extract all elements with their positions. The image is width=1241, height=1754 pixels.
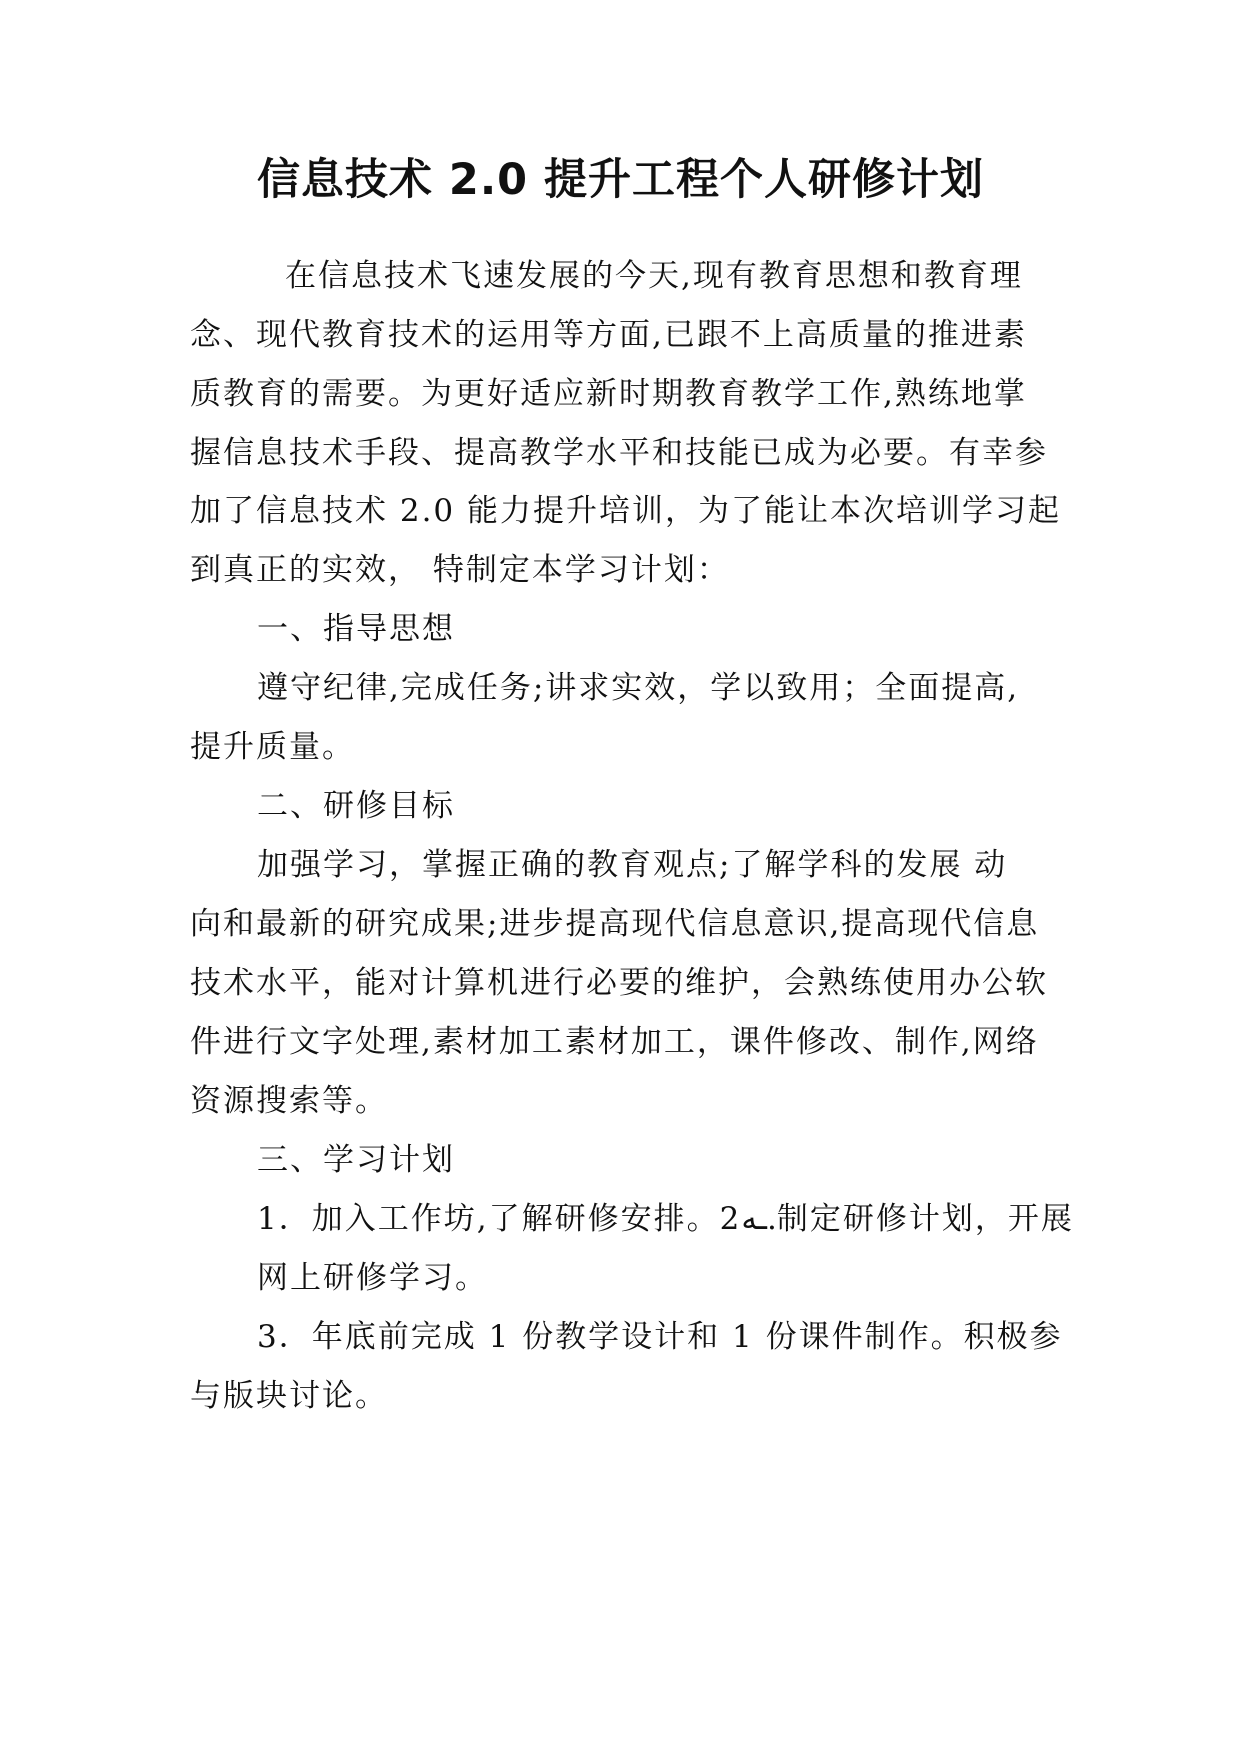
paragraph-line: 件进行文字处理,素材加工素材加工，课件修改、制作,网络 xyxy=(190,1024,1039,1060)
list-item-continuation: 与版块讨论。 xyxy=(190,1378,388,1414)
list-item-continuation: 网上研修学习。 xyxy=(257,1260,488,1296)
paragraph-line: 念、现代教育技术的运用等方面,已跟不上高质量的推进素 xyxy=(190,317,1027,353)
paragraph-line: 向和最新的研究成果;进步提高现代信息意识,提高现代信息 xyxy=(190,906,1040,942)
list-item: 3．年底前完成 1 份教学设计和 1 份课件制作。积极参 xyxy=(257,1319,1063,1355)
section-heading: 二、研修目标 xyxy=(257,788,455,824)
section-heading: 三、学习计划 xyxy=(257,1142,455,1178)
section-heading: 一、指导思想 xyxy=(257,611,455,647)
document-title: 信息技术 2.0 提升工程个人研修计划 xyxy=(256,155,985,205)
paragraph-line: 技术水平，能对计算机进行必要的维护，会熟练使用办公软 xyxy=(190,965,1048,1001)
paragraph-line: 在信息技术飞速发展的今天,现有教育思想和教育理 xyxy=(285,258,1023,294)
paragraph-line: 遵守纪律,完成任务;讲求实效，学以致用；全面提高, xyxy=(257,670,1020,706)
paragraph-line: 加强学习，掌握正确的教育观点;了解学科的发展 动 xyxy=(257,847,1008,883)
paragraph-line: 握信息技术手段、提高教学水平和技能已成为必要。有幸参 xyxy=(190,435,1048,471)
list-item: 1．加入工作坊,了解研修安排。2ـه.制定研修计划，开展 xyxy=(257,1201,1074,1237)
paragraph-line: 质教育的需要。为更好适应新时期教育教学工作,熟练地掌 xyxy=(190,376,1027,412)
paragraph-line: 到真正的实效， 特制定本学习计划： xyxy=(190,552,730,588)
paragraph-line: 提升质量。 xyxy=(190,729,355,765)
paragraph-line: 资源搜索等。 xyxy=(190,1083,388,1119)
paragraph-line: 加了信息技术 2.0 能力提升培训，为了能让本次培训学习起 xyxy=(190,493,1062,529)
